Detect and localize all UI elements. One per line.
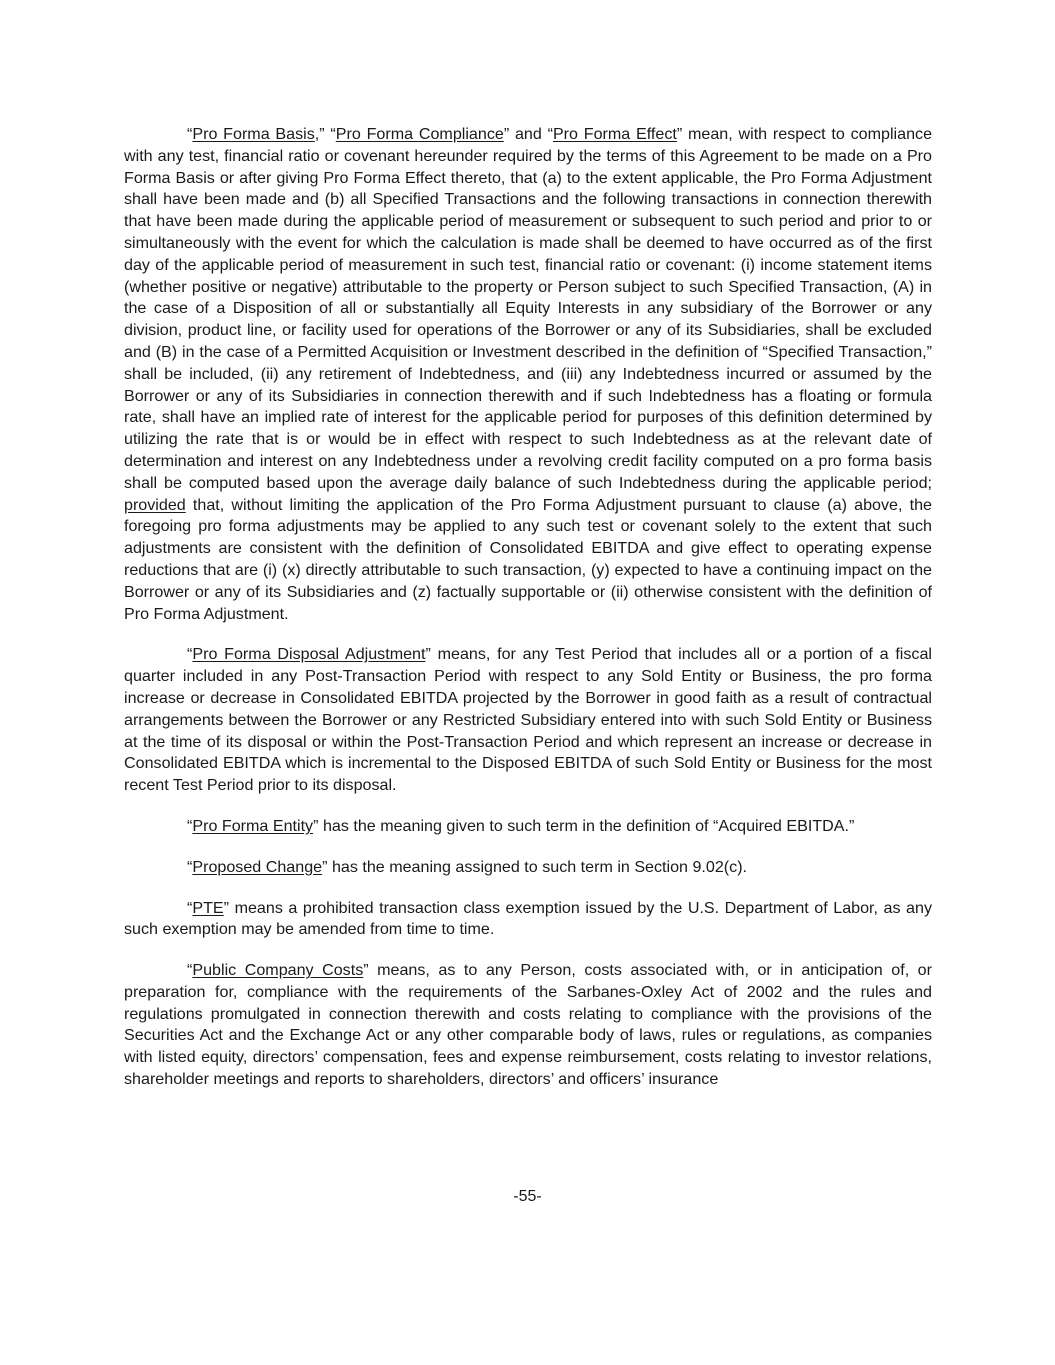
definition-text: “ <box>187 816 193 835</box>
defined-term: Pro Forma Basis <box>192 125 315 143</box>
definition-text: “ <box>187 645 193 664</box>
defined-term: Pro Forma Entity <box>192 816 314 835</box>
definition-pro-forma-disposal-adjustment <box>124 644 932 797</box>
definition-text: ” and “ <box>503 125 553 143</box>
definition-text: ” has the meaning given to such term in the definition of “Acquired EBITDA.” <box>313 816 855 835</box>
document-page <box>124 124 932 1110</box>
defined-term: Pro Forma Effect <box>552 125 677 143</box>
definition-text: “ <box>187 857 193 876</box>
definition-pro-forma-entity <box>124 816 932 838</box>
definition-pte <box>124 898 932 942</box>
page-number: -55- <box>513 1188 542 1205</box>
definition-text: ” means a prohibited transaction class exemption issued by the U.S. Department of Labor, as any such exemption may be amended from time to time. <box>124 898 932 939</box>
definition-text: ” has the meaning assigned to such term in Section 9.02(c). <box>322 857 748 876</box>
definition-public-company-costs <box>124 960 932 1091</box>
definition-proposed-change <box>124 857 932 879</box>
defined-term: Pro Forma Compliance <box>335 125 504 143</box>
defined-term: Pro Forma Disposal Adjustment <box>192 645 426 664</box>
defined-term: Proposed Change <box>192 857 323 876</box>
definition-text: ,” “ <box>314 125 336 143</box>
definition-text: ” means, for any Test Period that includes all or a portion of a fiscal quarter included in any Post-Transaction Period with respect to any Sold Entity or Business, the pro forma increase or decrease in Consolidated EBITDA projected by the Borrower in good faith as a result of contractual arrangements between the Borrower or any Restricted Subsidiary entered into with such Sold Entity or Business at the time of its disposal or within the Post-Transaction Period and which represent an increase or decrease in Consolidated EBITDA which is incremental to the Disposed EBITDA of such Sold Entity or Business for the most recent Test Period prior to its disposal. <box>124 645 933 795</box>
definition-text: “ <box>187 125 193 143</box>
definition-text: ” means, as to any Person, costs associated with, or in anticipation of, or preparation for, compliance with the requirements of the Sarbanes-Oxley Act of 2002 and the rules and regulations promulgated in connection therewith and costs relating to compliance with the provisions of the Securities Act and the Exchange Act or any other comparable body of laws, rules or regulations, as companies with listed equity, directors’ compensation, fees and expense reimbursement, costs relating to investor relations, shareholder meetings and reports to shareholders, directors’ and officers’ insurance <box>124 961 932 1089</box>
definition-text: “ <box>187 961 193 980</box>
definition-text: “ <box>187 898 193 917</box>
defined-term: Public Company Costs <box>192 961 364 980</box>
defined-term: PTE <box>192 898 224 917</box>
definition-text: ” mean, with respect to compliance with any test, financial ratio or covenant hereunder required by the terms of this Agreement to be made on a Pro Forma Basis or after giving Pro Forma Effect thereto, that (a) to the extent applicable, the Pro Forma Adjustment shall have been made and (b) all Specified Transactions and the following transactions in connection therewith that have been made during the applicable period of measurement or subsequent to such period and prior to or simultaneously with the event for which the calculation is made shall be deemed to have occurred as of the first day of the applicable period of measurement in such test, financial ratio or covenant: (i) income statement items (whether positive or negative) attributable to the property or Person subject to such Specified Transaction, (A) in the case of a Disposition of all or substantially all Equity Interests in any subsidiary of the Borrower or any division, product line, or facility used for operations of the Borrower or any of its Subsidiaries, shall be excluded and (B) in the case of a Permitted Acquisition or Investment described in the definition of “Specified Transaction,” shall be included, (ii) any retirement of Indebtedness, and (iii) any Indebtedness incurred or assumed by the Borrower or any of its Subsidiaries in connection therewith and if such Indebtedness has a floating or formula rate, shall have an implied rate of interest for the applicable period for purposes of this definition determined by utilizing the rate that is or would be in effect with respect to such Indebtedness as at the relevant date of determination and interest on any Indebtedness under a revolving credit facility computed on a pro forma basis shall be computed based upon the average daily balance of such Indebtedness during the applicable period; <box>124 125 933 492</box>
definition-pro-forma-basis <box>124 124 932 625</box>
definition-text: that, without limiting the application of the Pro Forma Adjustment pursuant to clause (a) above, the foregoing pro forma adjustments may be applied to any such test or covenant solely to the extent that such adjustments are consistent with the definition of Consolidated EBITDA and give effect to operating expense reductions that are (i) (x) directly attributable to such transaction, (y) expected to have a continuing impact on the Borrower or any of its Subsidiaries and (z) factually supportable or (ii) otherwise consistent with the definition of Pro Forma Adjustment. <box>124 495 932 623</box>
defined-term: provided <box>124 495 186 514</box>
